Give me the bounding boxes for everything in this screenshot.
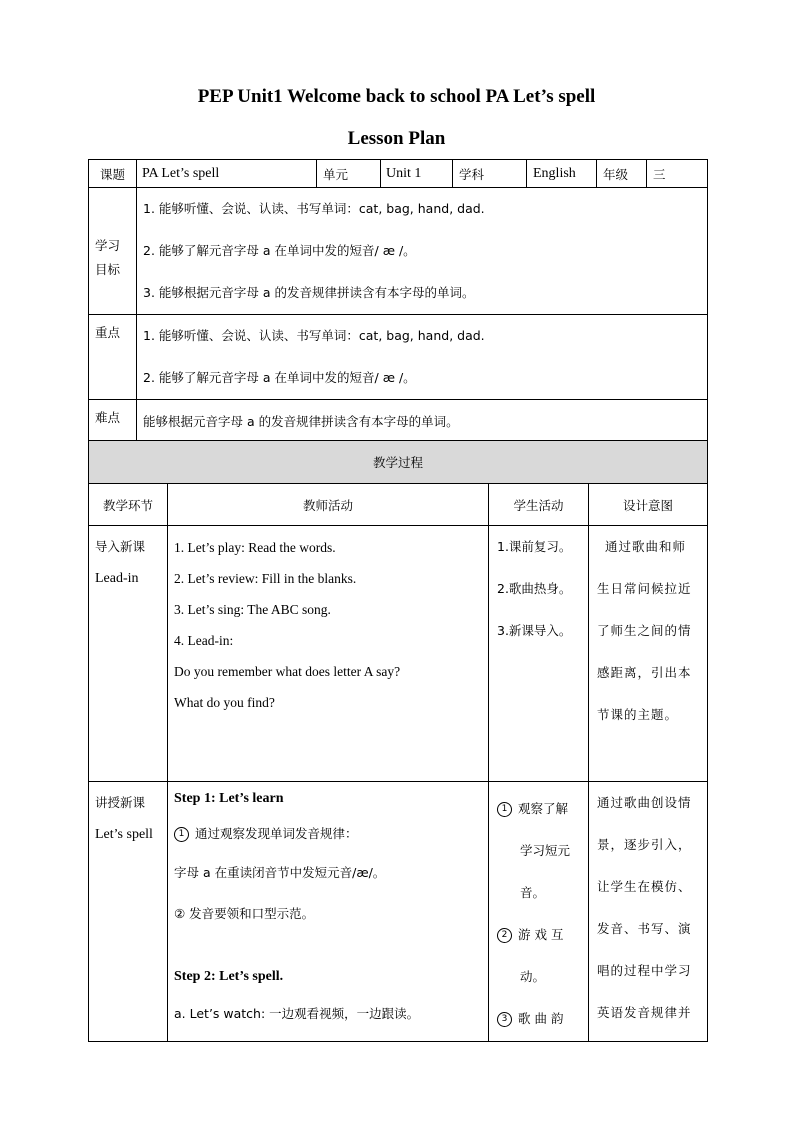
- lesson-intent: 通过歌曲创设情 景，逐步引入， 让学生在模仿、 发音、书写、演 唱的过程中学习 英语发音规律并: [589, 782, 708, 1042]
- lesson-stage: 讲授新课 Let’s spell: [89, 782, 168, 1042]
- difficulty-text: 能够根据元音字母 a 的发音规律拼读含有本字母的单词。: [137, 400, 708, 442]
- lesson-student: 1 观察了解 学习短元 音。 2 游 戏 互 动。 3 歌 曲 韵: [489, 782, 589, 1042]
- leadin-teacher-item: 3. Let’s sing: The ABC song.: [174, 602, 331, 617]
- process-header: 教学过程: [89, 441, 708, 484]
- grade-value: 三: [647, 160, 708, 188]
- objectives-label: 学习 目标: [89, 188, 137, 315]
- step2-title: Step 2: Let’s spell.: [174, 969, 284, 984]
- objective-item: 2. 能够了解元音字母 a 在单词中发的短音/ æ /。: [143, 243, 416, 258]
- info-table: [88, 159, 708, 442]
- leadin-teacher-item: What do you find?: [174, 695, 275, 710]
- topic-value: PA Let’s spell: [137, 160, 317, 188]
- leadin-teacher-item: Do you remember what does letter A say?: [174, 664, 401, 679]
- grade-label: 年级: [597, 160, 647, 188]
- objective-item: 1. 能够听懂、会说、认读、书写单词：cat, bag, hand, dad.: [143, 201, 485, 216]
- topic-label: 课题: [89, 160, 137, 188]
- objectives-list: [137, 188, 708, 315]
- key-point-item: 2. 能够了解元音字母 a 在单词中发的短音/ æ /。: [143, 370, 416, 385]
- leadin-teacher-item: 1. Let’s play: Read the words.: [174, 540, 336, 555]
- difficulty-label: 难点: [89, 400, 137, 442]
- document-subtitle: Lesson Plan: [347, 128, 446, 149]
- objective-item: 3. 能够根据元音字母 a 的发音规律拼读含有本字母的单词。: [143, 285, 475, 300]
- leadin-stage: 导入新课 Lead-in: [89, 526, 168, 782]
- key-points-label: 重点: [89, 315, 137, 400]
- leadin-teacher-item: 2. Let’s review: Fill in the blanks.: [174, 571, 357, 586]
- subject-value: English: [527, 160, 597, 188]
- leadin-student-item: 2.歌曲热身。: [497, 581, 572, 596]
- leadin-student: [489, 526, 589, 782]
- col-intent: 设计意图: [589, 484, 708, 526]
- key-points-list: [137, 315, 708, 400]
- process-table: [88, 440, 708, 1042]
- document-title: PEP Unit1 Welcome back to school PA Let’s spell: [197, 86, 596, 107]
- leadin-student-item: 1.课前复习。: [497, 539, 572, 554]
- col-student: 学生活动: [489, 484, 589, 526]
- subject-label: 学科: [453, 160, 527, 188]
- unit-label: 单元: [317, 160, 381, 188]
- step1-item1: 1 通过观察发现单词发音规律：: [174, 816, 482, 852]
- leadin-intent: 通过歌曲和师 生日常问候拉近 了师生之间的情 感距离，引出本 节课的主题。: [589, 526, 708, 782]
- lesson-teacher: [168, 782, 489, 1042]
- leadin-student-item: 3.新课导入。: [497, 623, 572, 638]
- step1-item1-detail: 字母 a 在重读闭音节中发短元音/æ/。: [174, 865, 386, 880]
- leadin-teacher: [168, 526, 489, 782]
- step2-item-a: a. Let’s watch: 一边观看视频，一边跟读。: [174, 1006, 420, 1021]
- step1-title: Step 1: Let’s learn: [174, 791, 284, 806]
- unit-value: Unit 1: [381, 160, 453, 188]
- step1-item2: ② 发音要领和口型示范。: [174, 906, 315, 921]
- col-stage: 教学环节: [89, 484, 168, 526]
- leadin-teacher-item: 4. Lead-in:: [174, 633, 234, 648]
- key-point-item: 1. 能够听懂、会说、认读、书写单词：cat, bag, hand, dad.: [143, 328, 485, 343]
- col-teacher: 教师活动: [168, 484, 489, 526]
